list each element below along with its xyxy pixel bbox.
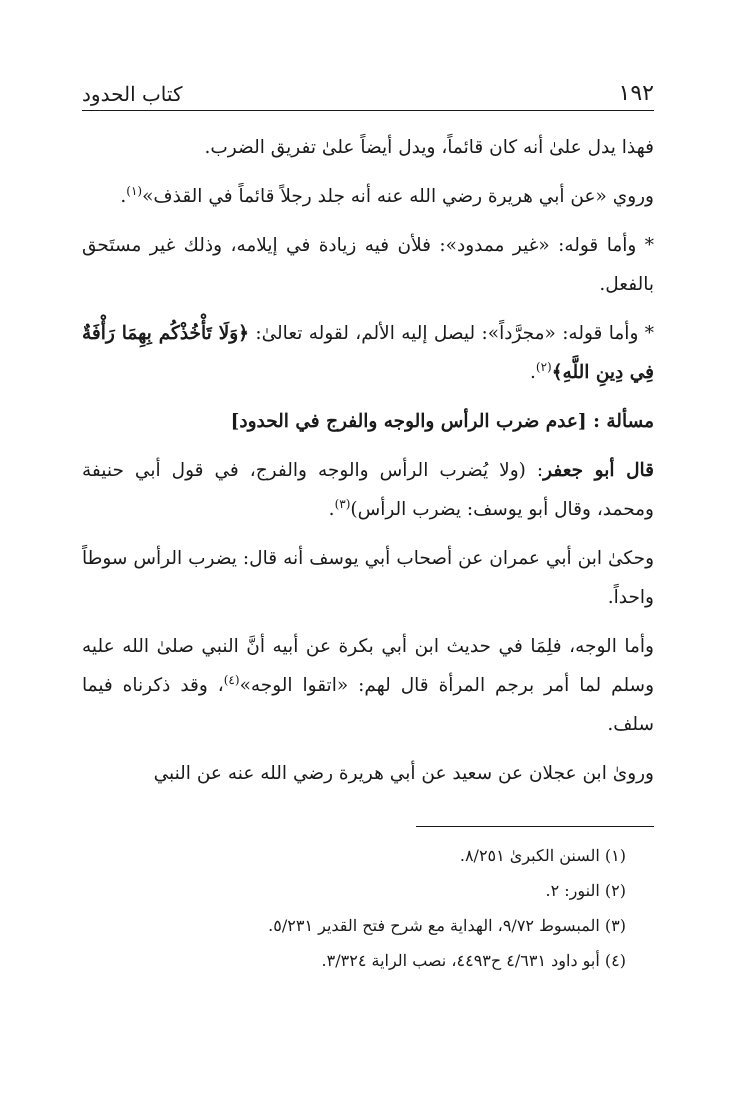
paragraph-2-text: وروي «عن أبي هريرة رضي الله عنه أنه جلد رجلاً قائماً في القذف» (142, 186, 654, 207)
book-title: كتاب الحدود (82, 82, 183, 106)
paragraph-6: وحكىٰ ابن أبي عمران عن أصحاب أبي يوسف أنه قال: يضرب الرأس سوطاً واحداً. (82, 548, 654, 608)
paragraph-4-lead: * وأما قوله: «مجرَّداً»: ليصل إليه الألم، لقوله تعالىٰ: (249, 323, 654, 344)
issue-heading: مسألة : [عدم ضرب الرأس والوجه والفرج في الحدود] (230, 411, 654, 432)
footnote-1: (١) السنن الكبرىٰ ٨/٢٥١. (459, 846, 626, 865)
header-divider (82, 110, 654, 111)
paragraph-7 (82, 627, 654, 744)
footnote-ref-2[interactable]: (٢) (535, 359, 552, 374)
paragraph-2-end: . (120, 186, 127, 207)
page-header (82, 76, 654, 106)
book-page (82, 0, 654, 1102)
footnote-2: (٢) النور: ٢. (545, 881, 626, 900)
footnote-ref-3[interactable]: (٣) (334, 496, 351, 511)
paragraph-8: وروىٰ ابن عجلان عن سعيد عن أبي هريرة رضي الله عنه عن النبي (153, 763, 654, 784)
speaker-name: قال أبو جعفر (543, 460, 654, 481)
paragraph-5 (82, 451, 654, 529)
paragraph-7-text: وأما الوجه، فلِمَا في حديث ابن أبي بكرة عن أبيه أنَّ النبي صلىٰ الله عليه وسلم لما أمر برجم المرأة قال لهم: «اتقوا الوجه» (82, 636, 654, 696)
footnotes (82, 838, 654, 978)
page-number: ١٩٢ (618, 81, 654, 106)
footnote-4: (٤) أبو داود ٤/٦٣١ ح٤٤٩٣، نصب الراية ٣/٣٢٤. (321, 951, 626, 970)
paragraph-5-text: : (ولا يُضرب الرأس والوجه والفرج، في قول أبي حنيفة ومحمد، وقال أبو يوسف: يضرب الرأس) (82, 460, 654, 520)
main-text (82, 128, 654, 803)
paragraph-3: * وأما قوله: «غير ممدود»: فلأن فيه زيادة في إيلامه، وذلك غير مستَحق بالفعل. (82, 235, 654, 295)
paragraph-7-end: ، وقد ذكرناه فيما سلف. (82, 675, 654, 735)
footnote-3: (٣) المبسوط ٩/٧٢، الهداية مع شرح فتح القدير ٥/٢٣١. (268, 916, 626, 935)
paragraph-2 (82, 177, 654, 216)
paragraph-1: فهذا يدل علىٰ أنه كان قائماً، ويدل أيضاً علىٰ تفريق الضرب. (204, 137, 654, 158)
paragraph-5-end: . (328, 499, 335, 520)
quran-verse: ﴿وَلَا تَأْخُذْكُم بِهِمَا رَأْفَةٌ فِي دِينِ اللَّهِ﴾ (82, 323, 654, 383)
footnote-divider (416, 826, 654, 827)
footnote-ref-1[interactable]: (١) (126, 183, 143, 198)
paragraph-4-end: . (530, 362, 536, 383)
paragraph-4 (82, 314, 654, 392)
footnote-ref-4[interactable]: (٤) (223, 672, 240, 687)
